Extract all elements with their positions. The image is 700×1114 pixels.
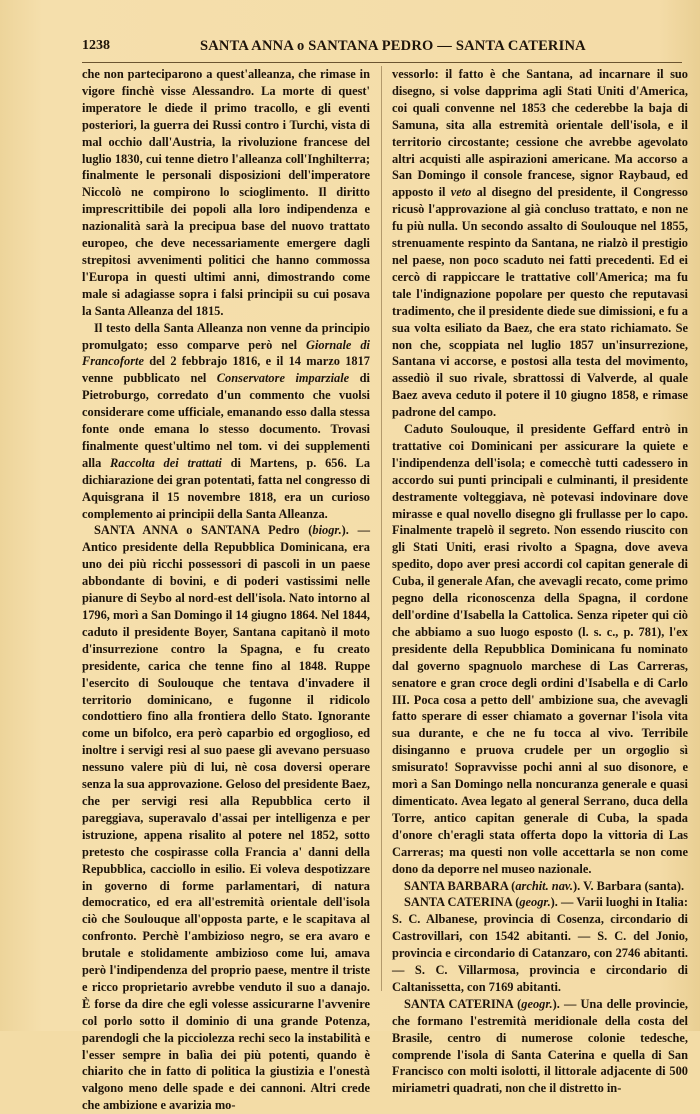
paragraph: Il testo della Santa Alleanza non venne da principio promulgato; esso comparve però nel Giornale di Francoforte del 2 febbrajo 1816, e il 14 marzo 1817 venne pubblicato nel Conservatore imparziale di Pietroburgo, corredato d'un commento che vuolsi considerare come ufficiale, emanando esso dalla stessa fonte onde emana lo stesso documento. Trovasi finalmente quest'ultimo nel tom. vi dei supplementi alla Raccolta dei trattati di Martens, p. 656. La dichiarazione dei gran potentati, fatta nel congresso di Aquisgrana il 15 novembre 1818, era un curioso complemento ai principii della Santa Alleanza. [82,320,371,521]
paragraph: SANTA ANNA o SANTANA Pedro (biogr.). — Antico presidente della Repubblica Dominicana, era uno dei più ricchi possessori di pascoli in un paese abbondante di bovini, e di poderi vastissimi nelle pianure di Seybo al nord-est dell'isola. Nato intorno al 1796, morì a San Domingo il 14 giugno 1864. Nel 1844, caduto il presidente Boyer, Santana capitanò il moto d'insurrezione contro la Spagna, e fu creato presidente, carica che tenne fino al 1848. Ruppe l'esercito di Soulouque che tentava d'invadere il territorio dominicano, e fugonne il ridicolo condottiero fino alla frontiera dello Stato. Ignorante come un bifolco, era però caparbio ed orgoglioso, ed inoltre i servigi resi al suo paese gli avevano persuaso nessuno valere più di lui, nè cosa doversi operare senza la sua approvazione. Geloso del presidente Baez, che per servigi resi alla Repubblica certo il pareggiava, superavalo d'assai per intelligenza e per istruzione, appena risalito al potere nel 1852, sotto pretesto che cospirasse colla Francia a' danni della Repubblica, cacciollo in esilio. Ei voleva despotizzare in governo di forme parlamentari, di natura democratico, ed era all'estremità orientale dell'isola ciò che Soulouque all'opposta parte, e le scapitava al confronto. Perchè l'ambizioso negro, se era avaro e brutale e stolidamente ambizioso come lui, amava però l'indipendenza del proprio paese, mentre il triste e ricco proprietario avrebbe venduto il suo a danajo. È forse da dire che egli volesse assicurarne l'avvenire col porlo sotto il dominio di una grande Potenza, parendogli che la picciolezza rechi seco la instabilità e l'esser sempre in balìa dei più potenti, quando è chiarito che in fatto di politica la giustizia e l'onestà valgono meno delle spade e dei cannoni. Altri crede che ambizione e avarizia mo- [82,523,370,1113]
running-title: SANTA ANNA o SANTANA PEDRO — SANTA CATERINA [200,38,586,54]
paragraph: Caduto Soulouque, il presidente Geffard entrò in trattative coi Dominicani per assicurare la quiete e l'indipendenza dell'isola; e comecchè tutti cadessero in accordo sui punti principali e culminanti, il presidente destramente volteggiava, nè potevasi indovinare dove mirasse e qual novello disegno gli frullasse per lo capo. Finalmente trapelò il segreto. Non essendo riuscito con gli Stati Uniti, erasi rivolto a Spagna, dove aveva spedito, dopo aver presi accordi col capitan generale di Cuba, il generale Afan, che avevagli recato, come primo pegno della riconoscenza della Spagna, il cordone dell'ordine d'Isabella la Cattolica. Senza ripeter qui ciò che abbiamo a suo luogo esposto (l. s. c., p. 781), l'ex presidente della Repubblica Dominicana fu nominato dal governo spagnuolo marchese di Las Carreras, senatore e gran croce degli ordini d'Isabella e di Carlo III. Poca cosa a petto dell' ambizione sua, che avevagli fatto sperare di esser chiamato a governar l'isola vita sua durante, e che ne fu tocca al vivo. Terribile disinganno e pruova crudele per un orgoglio sì smisurato! Sopravvisse pochi anni al suo disonore, e morì a San Domingo nella noncuranza generale e quasi dimenticato. Avea legato al general Serrano, duca della Torre, antico capitan generale di Cuba, la spada d'onore ch'eragli stata offerta dopo la vittoria di Las Carreras; ma questi non volle accettarla se non come dono da deporre nel museo nazionale. [392,422,688,876]
right-column [392,66,688,1097]
paragraph: SANTA CATERINA (geogr.). — Una delle provincie, che formano l'estremità meridionale della costa del Brasile, centro di numerose colonie tedesche, comprende l'isola di Santa Caterina e quella di San Francisco con molti isolotti, il littorale adjacente di 500 miriametri quadrati, non che il distretto in- [392,996,688,1096]
paragraph: vessorlo: il fatto è che Santana, ad incarnare il suo disegno, si volse dapprima agli Stati Uniti d'America, coi quali convenne nel 1853 che cederebbe la baja di Samuna, sita alla estremità orientale dell'isola, e il territorio circostante; cessione che avrebbe agevolato altri acquisti alle aspirazioni americane. Ma accorso a San Domingo il console francese, signor Raybaud, ed apposto il veto al disegno del presidente, il Congresso ricusò l'approvazione al già concluso trattato, e non ne fu più nulla. Un secondo assalto di Soulouque nel 1855, strenuamente respinto da Santana, ne rialzò il prestigio nel paese, non poco scaduto nei fatti precedenti. Ed ei cercò di rappiccare le trattative coll'America; ma fu tale l'indignazione popolare per questo che reputavasi tradimento, che il presidente diede sue dimissioni, e fu a sua volta esiliato da Baez, che era stato richiamato. Se non che, scoppiata nel luglio 1857 un'insurrezione, Santana vi accorse, e postosi alla testa del movimento, assediò il suo rivale, sbrattossi di Valverde, al quale Baez aveva ceduto il potere il 10 giugno 1858, e rimase padrone del campo. [392,67,688,420]
paragraph: che non parteciparono a quest'alleanza, che rimase in vigore finchè visse Alessandro. La morte di quest' imperatore le diede il primo tracollo, e gli eventi posteriori, la guerra dei Russi contro i Turchi, vista di mal occhio dall'Austria, la rivoluzione francese del luglio 1830, cui tenne dietro l'alleanza coll'Inghilterra; finalmente le personali disposizioni dell'imperatore Niccolò ne compirono lo scioglimento. Il diritto imprescrittibile dei popoli alla loro indipendenza e nazionalità sarà la precipua base del nuovo trattato europeo, che deve necessariamente emergere dagli strepitosi avvenimenti politici che hanno commossa l'Europa in questi ultimi anni, dimostrando come male si adagiasse sopra i falsi principii su cui posava la Santa Alleanza del 1815. [82,67,370,318]
left-column [82,66,370,1114]
paragraph: SANTA CATERINA (geogr.). — Varii luoghi in Italia: S. C. Albanese, provincia di Cosenza, circondario di Castrovillari, con 1542 abitanti. — S. C. del Jonio, provincia e circondario di Catanzaro, con 2746 abitanti. — S. C. Villarmosa, provincia e circondario di Caltanissetta, con 7169 abitanti. [392,895,688,994]
page-number: 1238 [82,38,110,53]
page-header [82,38,682,58]
paragraph: SANTA BARBARA (archit. nav.). V. Barbara (santa). [404,878,685,893]
header-rule [82,62,682,63]
column-divider [381,66,382,991]
